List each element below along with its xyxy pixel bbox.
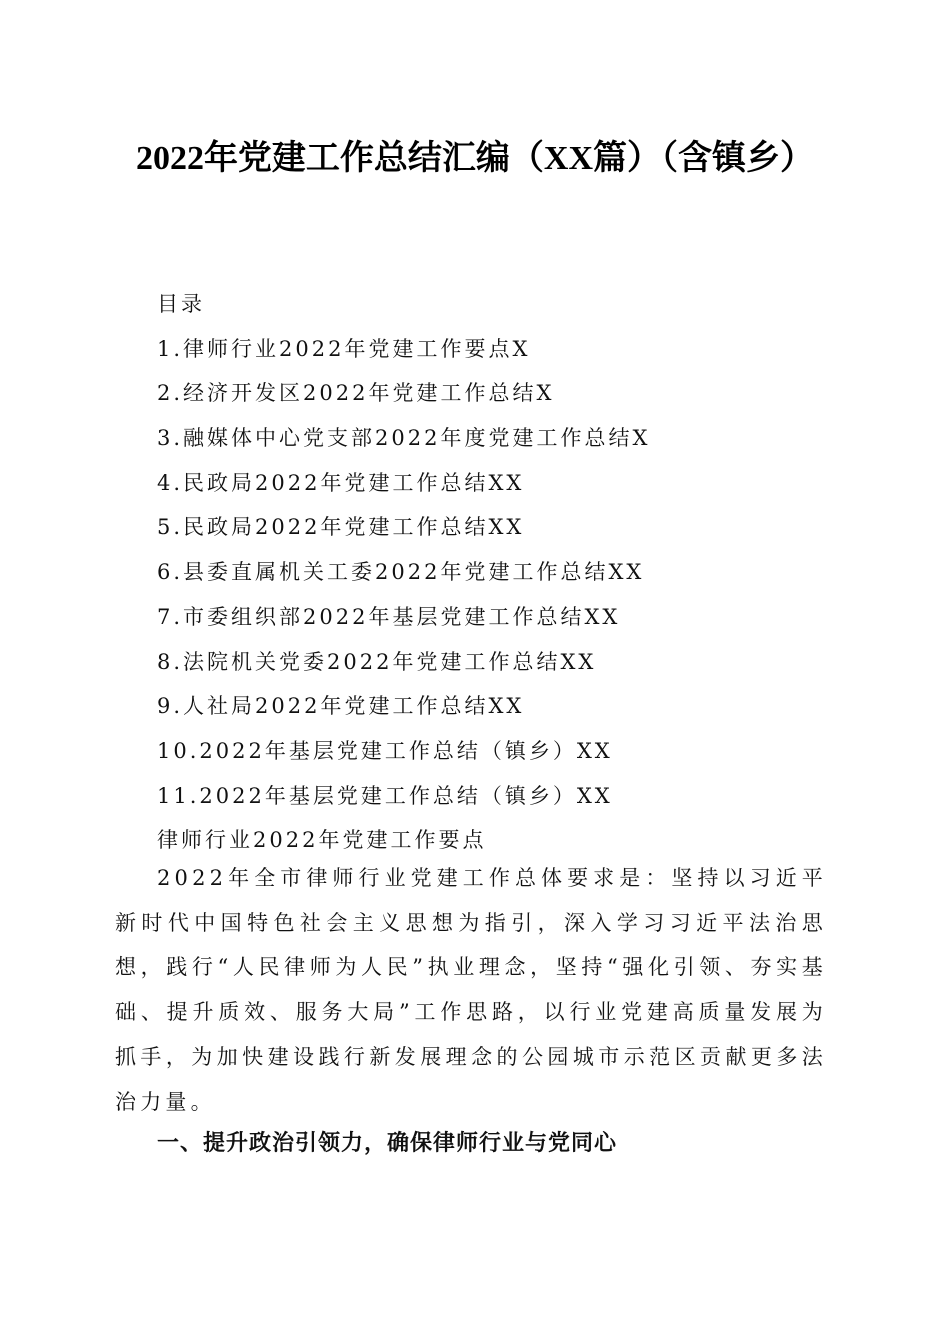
section-heading: 一、提升政治引领力，确保律师行业与党同心 [157,1131,618,1156]
toc-item: 11.2022年基层党建工作总结（镇乡）XX [157,783,613,808]
toc-item: 3.融媒体中心党支部2022年度党建工作总结X [157,426,651,451]
section-title: 律师行业2022年党建工作要点 [157,828,487,853]
table-of-contents [157,282,650,863]
toc-item: 4.民政局2022年党建工作总结XX [157,470,525,495]
intro-paragraph: 2022年全市律师行业党建工作总体要求是：坚持以习近平新时代中国特色社会主义思想为指引，深入学习习近平法治思想，践行“人民律师为人民”执业理念，坚持“强化引领、夯实基础、提升质效、服务大局”工作思路，以行业党建高质量发展为抓手，为加快建设践行新发展理念的公园城市示范区贡献更多法治力量。 [115,866,827,1114]
document-title: 2022年党建工作总结汇编（XX篇）（含镇乡） [135,140,815,177]
toc-item: 6.县委直属机关工委2022年党建工作总结XX [157,560,645,585]
toc-item: 9.人社局2022年党建工作总结XX [157,694,525,719]
toc-item: 8.法院机关党委2022年党建工作总结XX [157,649,597,674]
toc-heading: 目录 [157,292,205,316]
toc-item: 5.民政局2022年党建工作总结XX [157,515,525,540]
toc-item: 2.经济开发区2022年党建工作总结X [157,381,555,406]
toc-item: 1.律师行业2022年党建工作要点X [157,336,531,361]
toc-item: 7.市委组织部2022年基层党建工作总结XX [157,604,621,629]
toc-item: 10.2022年基层党建工作总结（镇乡）XX [157,738,613,763]
